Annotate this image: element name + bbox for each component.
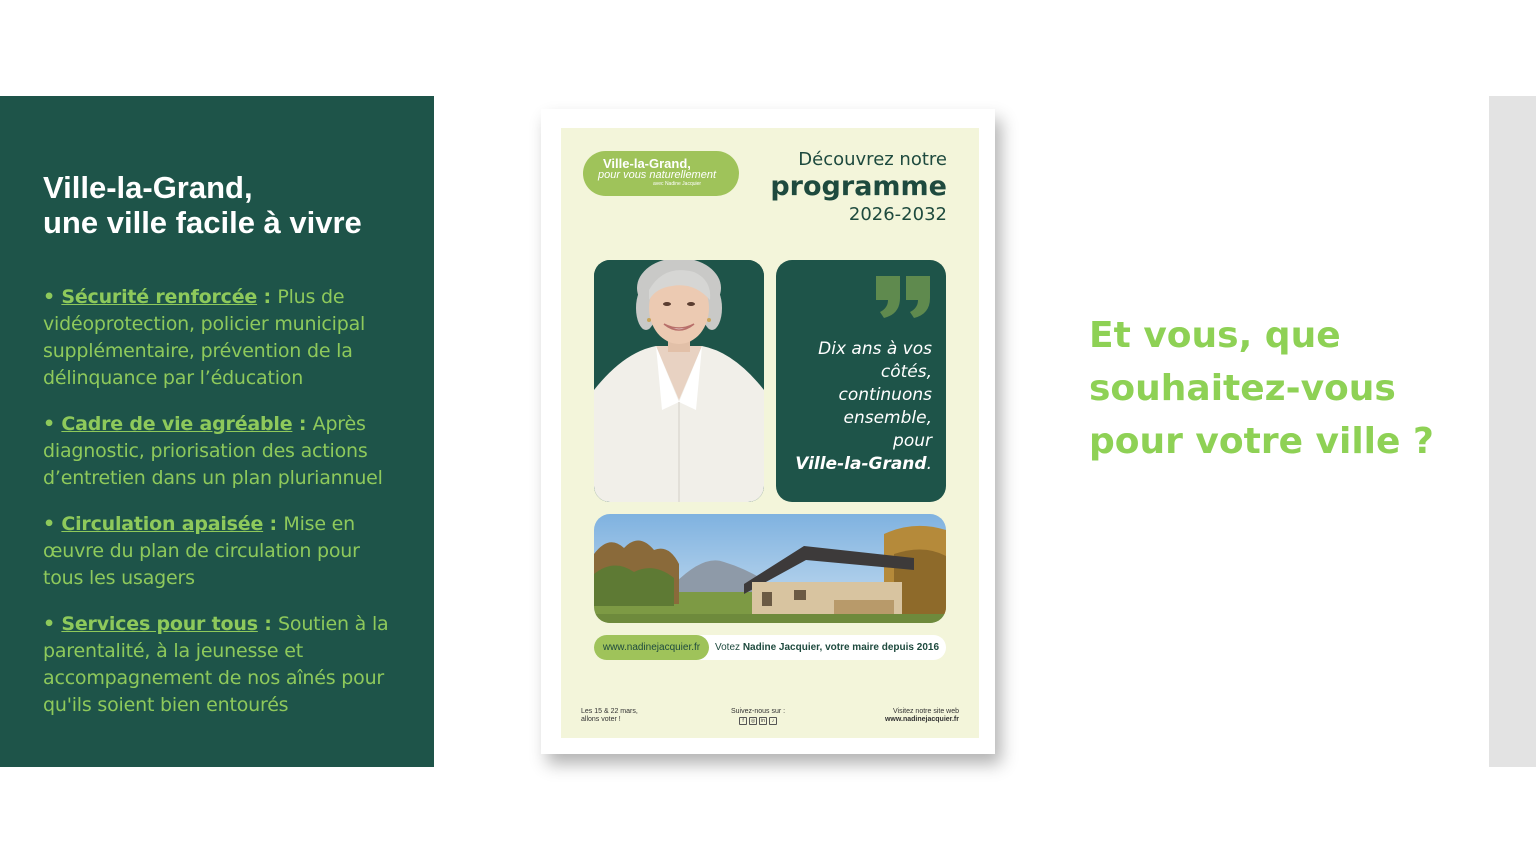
quote-town: Ville-la-Grand bbox=[795, 454, 927, 474]
quote-line: continuons bbox=[838, 385, 932, 405]
panel-title-line-1: Ville-la-Grand, bbox=[43, 170, 253, 205]
bullet-keyword: Circulation apaisée bbox=[61, 513, 264, 535]
bullet-keyword: Services pour tous bbox=[61, 613, 258, 635]
footer-left-line-1: Les 15 & 22 mars, bbox=[581, 708, 638, 715]
poster-heading bbox=[770, 148, 947, 227]
bullet-circulation: • Circulation apaisée : Mise en œuvre du plan de circulation pour tous les usagers bbox=[43, 513, 360, 589]
footer-election-dates bbox=[581, 708, 638, 724]
slogan-line-1: Ville-la-Grand, bbox=[603, 156, 691, 171]
quote-end: . bbox=[926, 454, 932, 474]
bullet-services: • Services pour tous : Soutien à la parentalité, à la jeunesse et accompagnement de nos aînés pour qu'ils soient bien entourés bbox=[43, 613, 389, 716]
social-icons bbox=[731, 717, 785, 725]
bullet-text: Soutien à la parentalité, à la jeunesse et accompagnement de nos aînés pour qu'ils soient bien entourés bbox=[43, 613, 389, 716]
heading-line-1: Découvrez notre bbox=[798, 149, 947, 170]
footer-website bbox=[885, 708, 959, 724]
question-line-3: pour votre ville ? bbox=[1089, 421, 1434, 462]
quote-line: pour bbox=[893, 431, 932, 451]
instagram-icon: ◎ bbox=[750, 718, 756, 724]
campaign-poster bbox=[561, 128, 979, 738]
quote-line: Dix ans à vos bbox=[818, 339, 932, 359]
website-pill: www.nadinejacquier.fr bbox=[594, 635, 709, 660]
footer-mid: Suivez-nous sur : bbox=[731, 708, 786, 715]
panel-title bbox=[43, 170, 394, 240]
footer-right-line-2: www.nadinejacquier.fr bbox=[884, 716, 959, 723]
question-line-1: Et vous, que bbox=[1089, 315, 1341, 356]
bullet-text: Plus de vidéoprotection, policier municipal supplémentaire, prévention de la délinquance par l’éducation bbox=[43, 286, 366, 389]
left-panel bbox=[0, 96, 434, 767]
heading-line-3: 2026-2032 bbox=[848, 204, 947, 225]
candidate-portrait bbox=[594, 260, 764, 502]
footer-right-line-1: Visitez notre site web bbox=[892, 708, 959, 715]
quote-line: ensemble, bbox=[843, 408, 932, 428]
portrait-illustration bbox=[594, 260, 764, 502]
bullet-cadre-de-vie: • Cadre de vie agréable : Après diagnostic, priorisation des actions d’entretien dans un plan pluriannuel bbox=[43, 413, 383, 489]
votez-prefix: Votez bbox=[715, 642, 743, 653]
facebook-icon: f bbox=[739, 717, 747, 725]
quote-mark-icon bbox=[874, 274, 932, 320]
linkedin-icon: in bbox=[759, 717, 767, 725]
quote-box bbox=[776, 260, 946, 502]
bullet-securite: • Sécurité renforcée : Plus de vidéoprotection, policier municipal supplémentaire, prévention de la délinquance par l’éducation bbox=[43, 286, 366, 389]
tiktok-icon: ♪ bbox=[769, 717, 777, 725]
slogan-pill bbox=[583, 151, 739, 196]
footer-follow-us bbox=[731, 708, 785, 725]
bullet-text: Après diagnostic, priorisation des actions d’entretien dans un plan pluriannuel bbox=[43, 413, 383, 489]
votez-text bbox=[715, 635, 939, 660]
panel-title-line-2: une ville facile à vivre bbox=[43, 205, 362, 240]
question-text bbox=[1089, 309, 1469, 468]
bullet-keyword: Cadre de vie agréable bbox=[61, 413, 293, 435]
quote-text bbox=[782, 338, 932, 476]
landscape-illustration bbox=[594, 514, 946, 623]
votez-bold: Nadine Jacquier, votre maire depuis 2016 bbox=[742, 642, 940, 653]
bullet-keyword: Sécurité renforcée bbox=[61, 286, 258, 308]
poster-footer-bar bbox=[594, 635, 946, 660]
slogan-line-3: avec Nadine Jacquier bbox=[653, 181, 702, 187]
poster-image bbox=[541, 109, 995, 754]
footer-left-line-2: allons voter ! bbox=[581, 716, 621, 723]
question-line-2: souhaitez-vous bbox=[1089, 368, 1396, 409]
quote-line: côtés, bbox=[880, 362, 932, 382]
bullet-text: Mise en œuvre du plan de circulation pour tous les usagers bbox=[43, 513, 360, 589]
right-edge-panel bbox=[1489, 96, 1536, 767]
landscape-photo bbox=[594, 514, 946, 623]
heading-line-2: programme bbox=[770, 171, 947, 202]
slogan-line-2: pour vous naturellement bbox=[598, 169, 717, 181]
